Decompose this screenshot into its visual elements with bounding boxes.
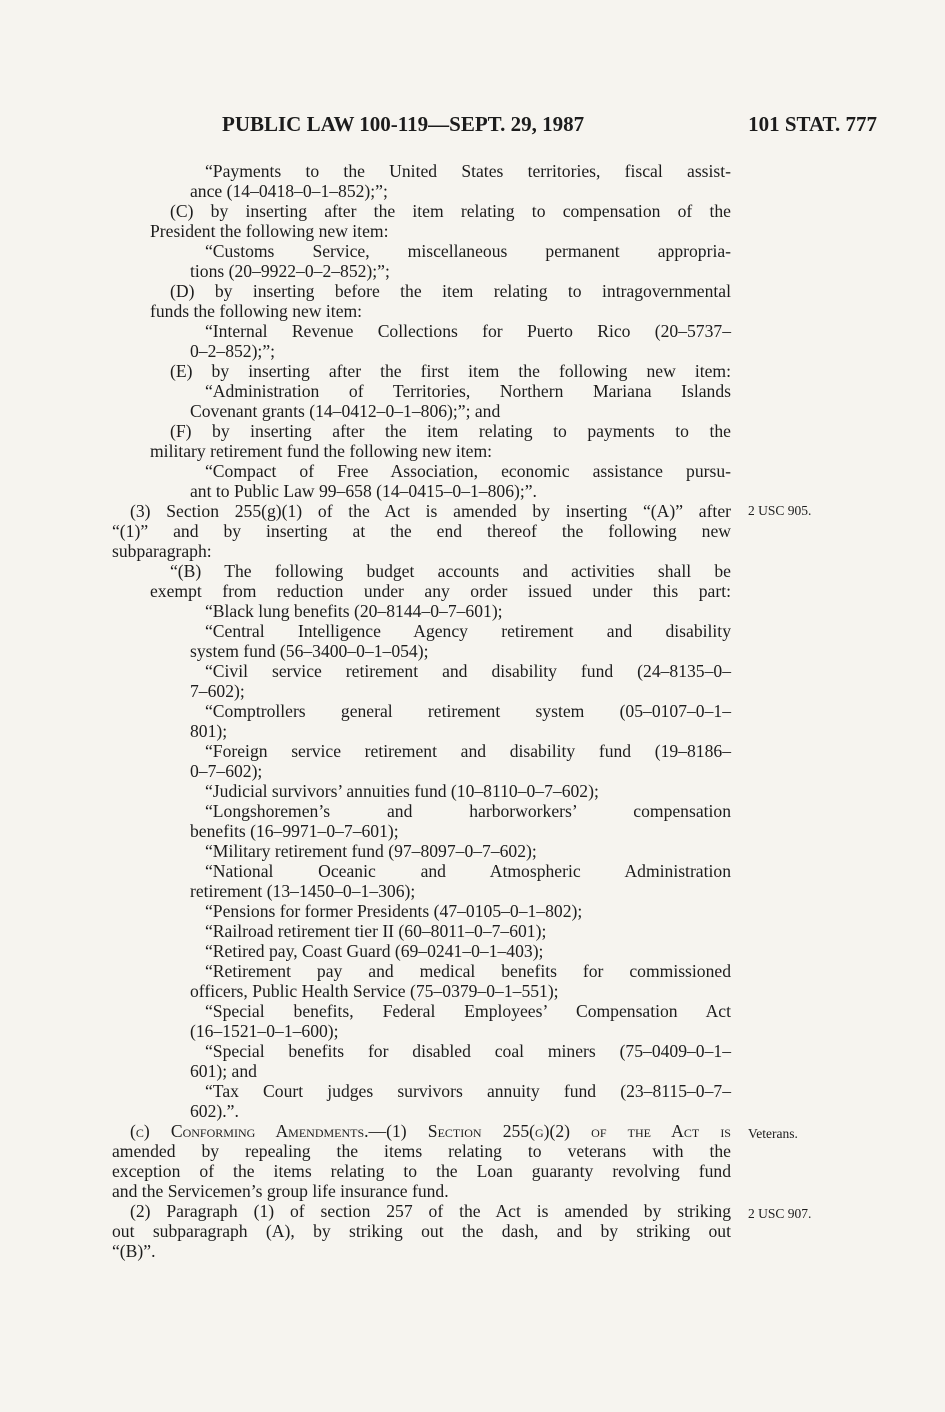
text-line: military retirement fund the following new item:	[150, 441, 493, 461]
text-line: “Black lung benefits (20–8144–0–7–601);	[205, 601, 503, 621]
text-line: benefits (16–9971–0–7–601);	[190, 821, 399, 841]
text-line: (C) by inserting after the item relating to compensation of the	[170, 201, 731, 221]
text-line: (16–1521–0–1–600);	[190, 1021, 339, 1041]
text-line: (2) Paragraph (1) of section 257 of the Act is amended by striking	[130, 1201, 731, 1221]
text-line: (E) by inserting after the first item the following new item:	[170, 361, 731, 381]
text-line: system fund (56–3400–0–1–054);	[190, 641, 429, 661]
text-line: “Longshoremen’s and harborworkers’ compensation	[205, 801, 731, 821]
statute-page-number: 101 STAT. 777	[748, 112, 877, 136]
text-line: President the following new item:	[150, 221, 389, 241]
text-line: 602).”.	[190, 1101, 239, 1121]
margin-note-2-usc-905: 2 USC 905.	[748, 503, 812, 518]
text-line: “Retirement pay and medical benefits for commissioned	[205, 961, 731, 981]
text-line: “Judicial survivors’ annuities fund (10–8110–0–7–602);	[205, 781, 599, 801]
text-line: exempt from reduction under any order issued under this part:	[150, 581, 731, 601]
text-line: officers, Public Health Service (75–0379–0–1–551);	[190, 981, 559, 1001]
text-line: “Central Intelligence Agency retirement and disability	[205, 621, 731, 641]
conforming-amendments-line: (c) Conforming Amendments.—(1) Section 255(g)(2) of the Act is	[130, 1121, 731, 1141]
page-header	[222, 112, 877, 140]
text-line: (D) by inserting before the item relating to intragovernmental	[170, 281, 731, 301]
text-line: “Military retirement fund (97–8097–0–7–602);	[205, 841, 537, 861]
text-line: “(B) The following budget accounts and activities shall be	[170, 561, 731, 581]
text-line: “Payments to the United States territories, fiscal assist-	[205, 161, 731, 181]
text-line: “Special benefits for disabled coal miners (75–0409–0–1–	[205, 1041, 731, 1061]
text-line: amended by repealing the items relating to veterans with the	[112, 1141, 731, 1161]
text-line: “National Oceanic and Atmospheric Administration	[205, 861, 731, 881]
text-line: (3) Section 255(g)(1) of the Act is amended by inserting “(A)” after	[130, 501, 731, 521]
text-line: “Special benefits, Federal Employees’ Compensation Act	[205, 1001, 731, 1021]
text-line: “Tax Court judges survivors annuity fund (23–8115–0–7–	[205, 1081, 731, 1101]
text-line: and the Servicemen’s group life insurance fund.	[112, 1181, 449, 1201]
text-line: “(1)” and by inserting at the end thereof the following new	[112, 521, 731, 541]
text-line: ance (14–0418–0–1–852);”;	[190, 181, 388, 201]
margin-note-veterans: Veterans.	[748, 1126, 798, 1141]
public-law-title: PUBLIC LAW 100-119—SEPT. 29, 1987	[222, 112, 585, 136]
text-line: “Internal Revenue Collections for Puerto Rico (20–5737–	[205, 321, 731, 341]
text-line: “Retired pay, Coast Guard (69–0241–0–1–403);	[205, 941, 544, 961]
text-line: “Comptrollers general retirement system (05–0107–0–1–	[205, 701, 731, 721]
text-line: “Civil service retirement and disability fund (24–8135–0–	[205, 661, 731, 681]
text-line: “Compact of Free Association, economic assistance pursu-	[205, 461, 731, 481]
text-line: 601); and	[190, 1061, 257, 1081]
text-line: tions (20–9922–0–2–852);”;	[190, 261, 390, 281]
text-line: 7–602);	[190, 681, 245, 701]
text-line: subparagraph:	[112, 541, 212, 561]
text-line: “Administration of Territories, Northern Mariana Islands	[205, 381, 731, 401]
text-line: out subparagraph (A), by striking out the dash, and by striking out	[112, 1221, 731, 1241]
text-line: 0–2–852);”;	[190, 341, 276, 361]
text-line: Covenant grants (14–0412–0–1–806);”; and	[190, 401, 501, 421]
text-line: funds the following new item:	[150, 301, 363, 321]
text-line: “Customs Service, miscellaneous permanent appropria-	[205, 241, 731, 261]
text-line: 801);	[190, 721, 228, 741]
text-line: “Foreign service retirement and disability fund (19–8186–	[205, 741, 731, 761]
text-line: 0–7–602);	[190, 761, 263, 781]
text-line: “Pensions for former Presidents (47–0105–0–1–802);	[205, 901, 583, 921]
text-line: ant to Public Law 99–658 (14–0415–0–1–806);”.	[190, 481, 537, 501]
text-line: exception of the items relating to the Loan guaranty revolving fund	[112, 1161, 731, 1181]
text-line: “Railroad retirement tier II (60–8011–0–7–601);	[205, 921, 547, 941]
text-line: (F) by inserting after the item relating to payments to the	[170, 421, 731, 441]
text-line: “(B)”.	[112, 1241, 156, 1261]
text-line: retirement (13–1450–0–1–306);	[190, 881, 416, 901]
margin-note-2-usc-907: 2 USC 907.	[748, 1206, 812, 1221]
